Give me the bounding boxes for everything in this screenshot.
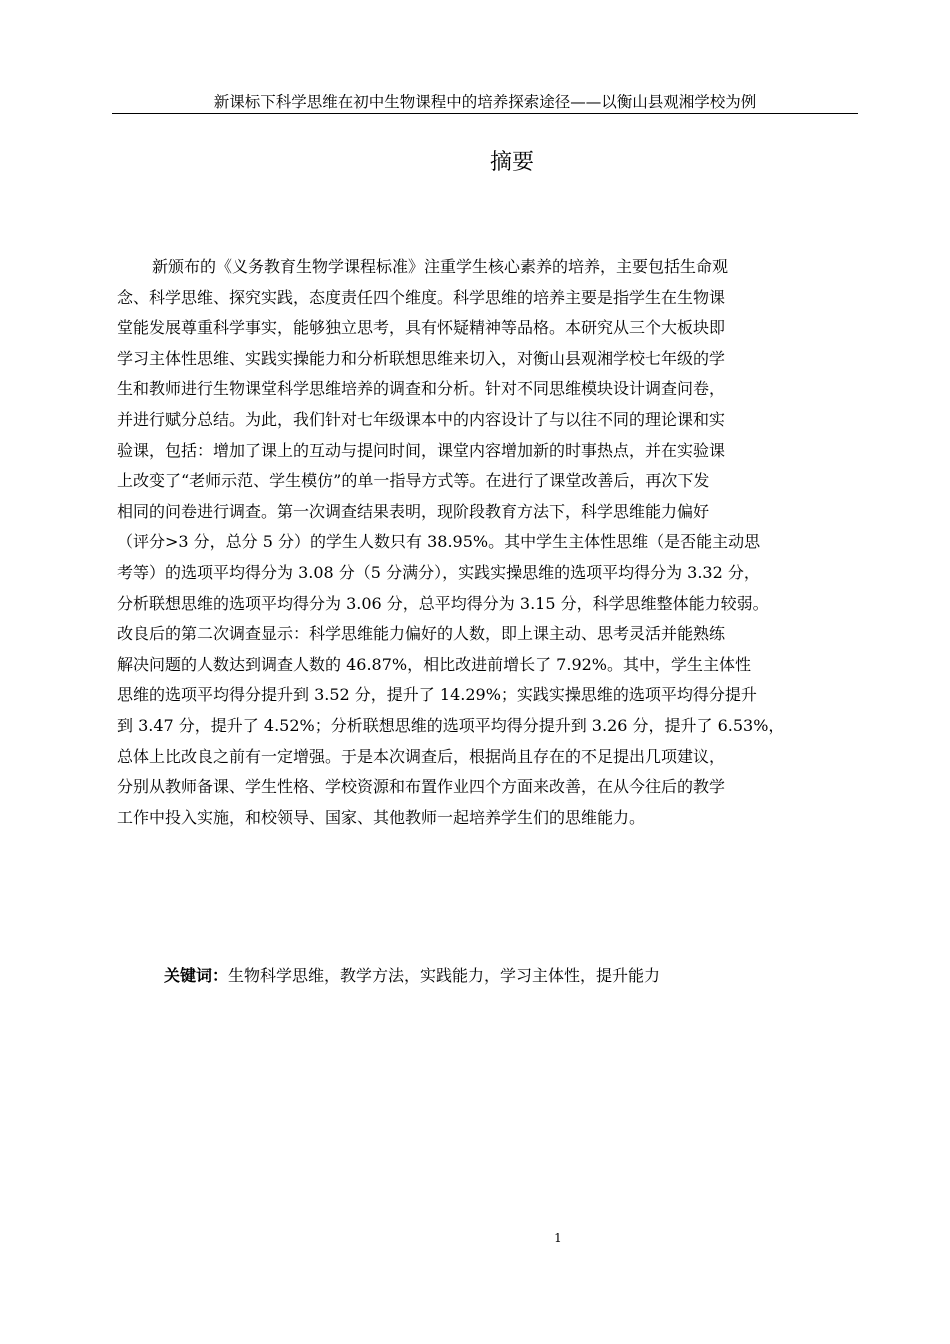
abstract-line: 念、科学思维、探究实践，态度责任四个维度。科学思维的培养主要是指学生在生物课 [117, 287, 726, 307]
abstract-line: 思维的选项平均得分提升到 3.52 分，提升了 14.29%；实践实操思维的选项平均得分提升 [117, 685, 757, 705]
abstract-body [117, 252, 872, 833]
page-number: 1 [554, 1231, 562, 1245]
header-rule [112, 113, 858, 114]
abstract-line: 相同的问卷进行调查。第一次调查结果表明，现阶段教育方法下，科学思维能力偏好 [117, 501, 710, 521]
abstract-line: 改良后的第二次调查显示：科学思维能力偏好的人数，即上课主动、思考灵活并能熟练 [117, 624, 726, 644]
keywords-label: 关键词： [164, 966, 229, 985]
abstract-line: 并进行赋分总结。为此，我们针对七年级课本中的内容设计了与以往不同的理论课和实 [117, 409, 726, 429]
abstract-line: 分别从教师备课、学生性格、学校资源和布置作业四个方面来改善，在从今往后的教学 [117, 777, 726, 797]
keywords [117, 961, 919, 991]
running-header: 新课标下科学思维在初中生物课程中的培养探索途径——以衡山县观湘学校为例 [213, 93, 757, 111]
abstract-line: 学习主体性思维、实践实操能力和分析联想思维来切入，对衡山县观湘学校七年级的学 [117, 348, 726, 368]
keywords-text: 生物科学思维，教学方法，实践能力，学习主体性，提升能力 [228, 966, 661, 985]
abstract-line: 到 3.47 分，提升了 4.52%；分析联想思维的选项平均得分提升到 3.26 分，提升了 6.53%， [117, 715, 785, 735]
page-number-wrap [0, 1230, 858, 1246]
abstract-line: 上改变了“老师示范、学生模仿”的单一指导方式等。在进行了课堂改善后，再次下发 [117, 471, 710, 491]
abstract-heading: 摘要 [489, 150, 534, 175]
abstract-line: 考等）的选项平均得分为 3.08 分（5 分满分），实践实操思维的选项平均得分为 3.32 分， [117, 562, 760, 582]
abstract-line: 总体上比改良之前有一定增强。于是本次调查后，根据尚且存在的不足提出几项建议， [117, 746, 726, 766]
abstract-line: （评分>3 分，总分 5 分）的学生人数只有 38.95%。其中学生主体性思维（是否能主动思 [117, 532, 761, 552]
abstract-line: 解决问题的人数达到调查人数的 46.87%，相比改进前增长了 7.92%。其中，学生主体性 [117, 654, 752, 674]
abstract-line: 生和教师进行生物课堂科学思维培养的调查和分析。针对不同思维模块设计调查问卷， [117, 379, 726, 399]
abstract-line: 分析联想思维的选项平均得分为 3.06 分，总平均得分为 3.15 分，科学思维整体能力较弱。 [117, 593, 769, 613]
abstract-line: 验课，包括：增加了课上的互动与提问时间，课堂内容增加新的时事热点，并在实验课 [117, 440, 726, 460]
abstract-line: 堂能发展尊重科学事实，能够独立思考，具有怀疑精神等品格。本研究从三个大板块即 [117, 318, 726, 338]
abstract-line: 新颁布的《义务教育生物学课程标准》注重学生核心素养的培养，主要包括生命观 [152, 257, 729, 276]
abstract-line: 工作中投入实施，和校领导、国家、其他教师一起培养学生们的思维能力。 [117, 807, 646, 827]
